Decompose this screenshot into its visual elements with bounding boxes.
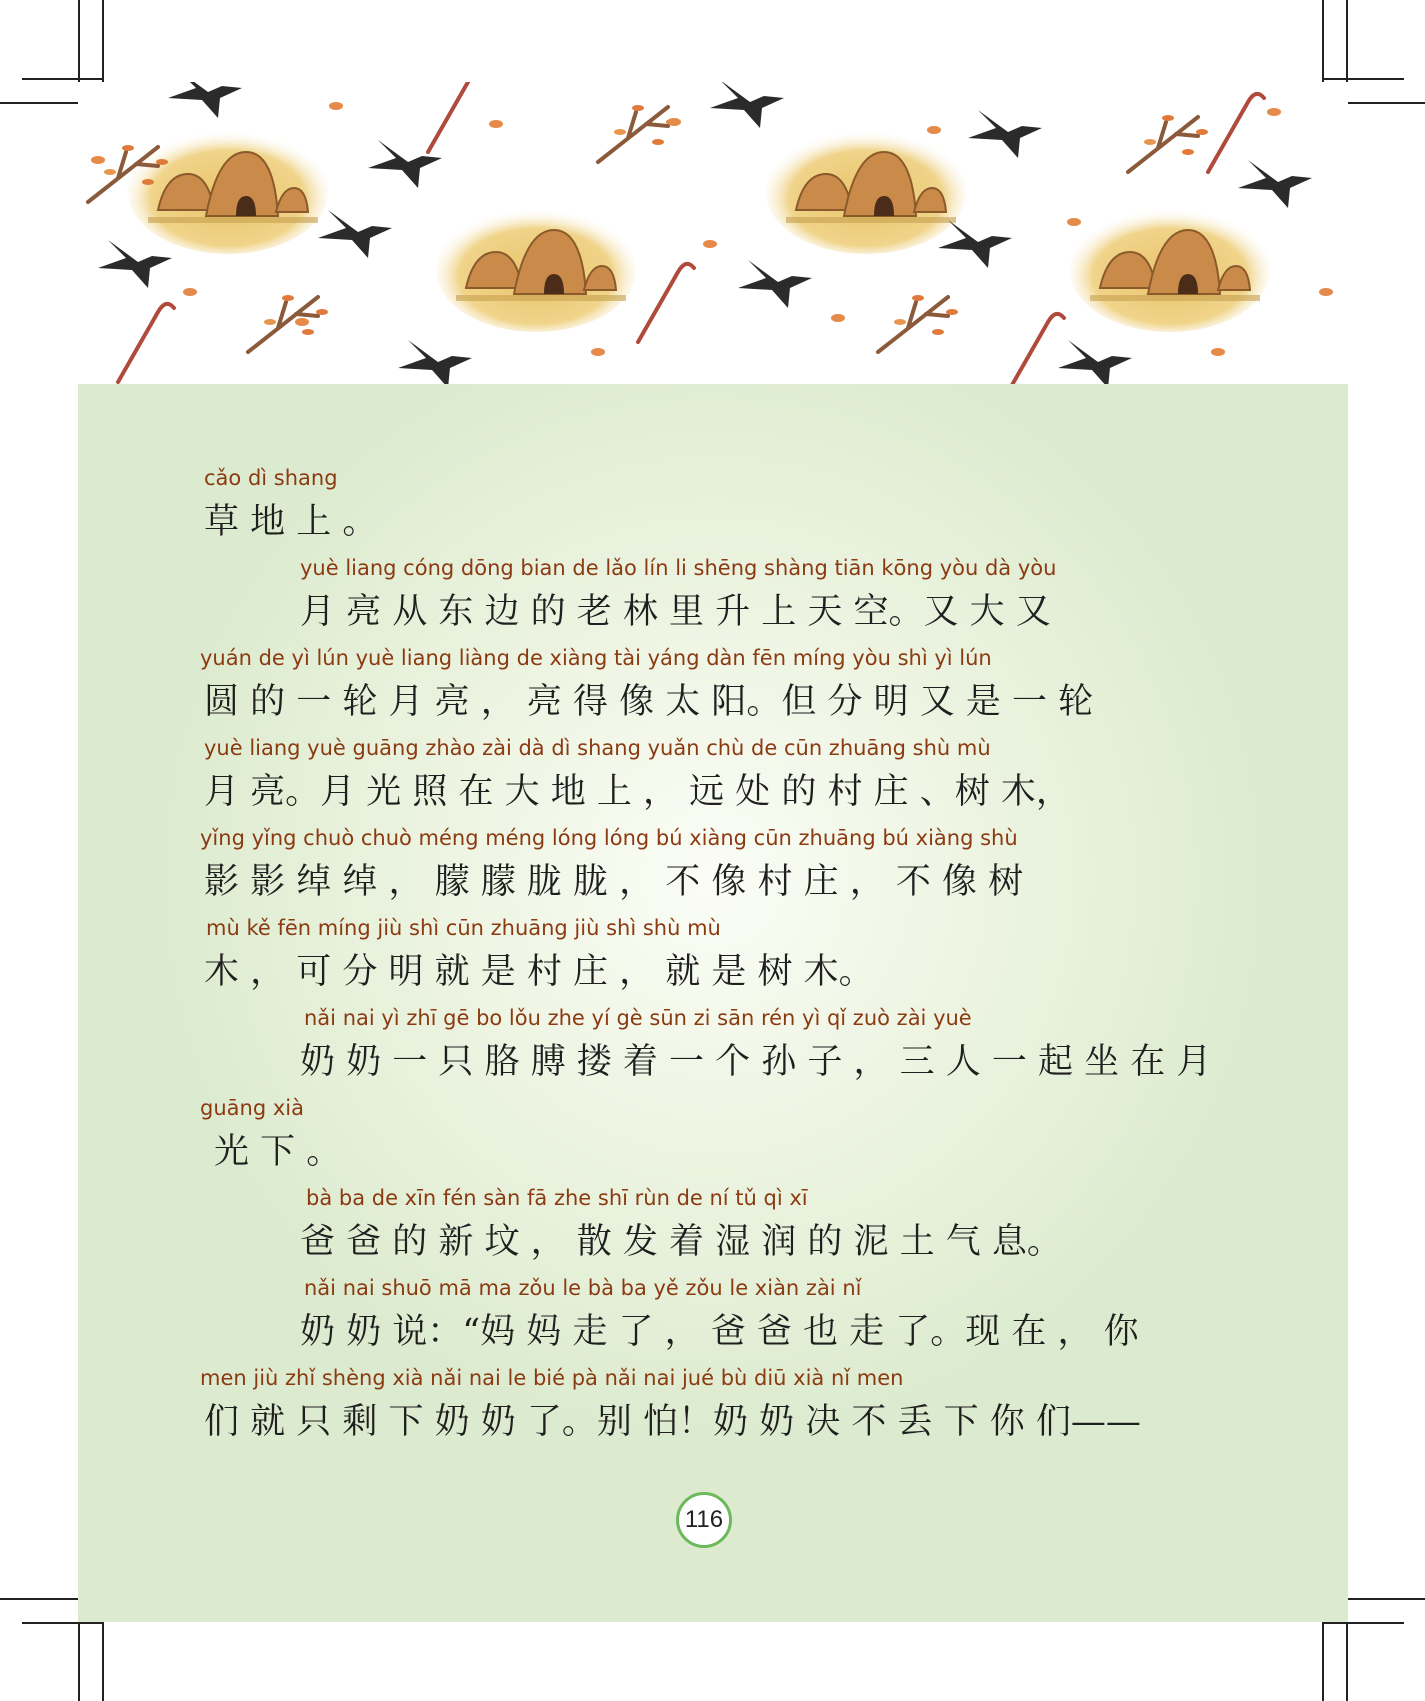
crow-icon <box>168 82 242 118</box>
pinyin-line: bà ba de xīn fén sàn fā zhe shī rùn de ní tǔ qì xī <box>306 1186 808 1210</box>
hanzi-line: 圆 的 一 轮 月 亮 ， 亮 得 像 太 阳。但 分 明 又 是 一 轮 <box>204 682 1094 722</box>
crow-icon <box>98 240 172 288</box>
crop-mark <box>1322 78 1404 80</box>
crow-icon <box>1058 340 1132 384</box>
crow-icon <box>968 110 1042 158</box>
hanzi-line: 月 亮 从 东 边 的 老 林 里 升 上 天 空。又 大 又 <box>300 592 1051 632</box>
crop-mark <box>1346 0 1348 82</box>
hanzi-line: 木 ， 可 分 明 就 是 村 庄 ， 就 是 树 木。 <box>204 952 874 992</box>
page-number: 116 <box>676 1492 732 1548</box>
branch-icon <box>248 295 328 352</box>
crow-icon <box>938 220 1012 268</box>
hanzi-line: 影 影 绰 绰 ， 朦 朦 胧 胧 ， 不 像 村 庄 ， 不 像 树 <box>204 862 1024 902</box>
text-panel <box>78 384 1348 1622</box>
crow-icon <box>1238 160 1312 208</box>
crow-icon <box>738 260 812 308</box>
crop-mark <box>1322 1622 1404 1624</box>
pinyin-line: men jiù zhǐ shèng xià nǎi nai le bié pà nǎi nai jué bù diū xià nǐ men <box>200 1366 904 1390</box>
crow-icon <box>398 340 472 384</box>
decorative-banner <box>78 82 1348 384</box>
walking-cane-icon <box>638 264 694 342</box>
branch-icon <box>878 295 958 352</box>
crop-mark <box>1346 1622 1348 1701</box>
branch-icon <box>1128 115 1208 172</box>
pinyin-line: yuè liang yuè guāng zhào zài dà dì shang yuǎn chù de cūn zhuāng shù mù <box>204 736 991 760</box>
pinyin-line: yuè liang cóng dōng bian de lǎo lín li shēng shàng tiān kōng yòu dà yòu <box>300 556 1057 580</box>
pinyin-line: yǐng yǐng chuò chuò méng méng lóng lóng bú xiàng cūn zhuāng bú xiàng shù <box>200 826 1018 850</box>
walking-cane-icon <box>428 82 484 152</box>
hanzi-line: 月 亮。月 光 照 在 大 地 上 ， 远 处 的 村 庄 、树 木， <box>204 772 1071 812</box>
walking-cane-icon <box>118 304 174 382</box>
banner-illustration <box>78 82 1348 384</box>
walking-cane-icon <box>1008 314 1064 384</box>
crow-icon <box>710 82 784 128</box>
crop-mark <box>22 78 104 80</box>
walking-cane-icon <box>1208 94 1264 172</box>
hanzi-line: 光 下 。 <box>214 1132 342 1172</box>
hanzi-line: 奶 奶 说：“妈 妈 走 了 ， 爸 爸 也 走 了。现 在 ， 你 <box>300 1312 1139 1352</box>
hanzi-line: 奶 奶 一 只 胳 膊 搂 着 一 个 孙 子 ， 三 人 一 起 坐 在 月 <box>300 1042 1212 1082</box>
hanzi-line: 草 地 上 。 <box>204 502 378 542</box>
haystack-icon <box>436 208 636 332</box>
pinyin-line: nǎi nai shuō mā ma zǒu le bà ba yě zǒu le xiàn zài nǐ <box>304 1276 862 1300</box>
crop-mark <box>78 1622 80 1701</box>
pinyin-line: guāng xià <box>200 1096 304 1120</box>
branch-icon <box>598 105 678 162</box>
hanzi-line: 爸 爸 的 新 坟 ， 散 发 着 湿 润 的 泥 土 气 息。 <box>300 1222 1062 1262</box>
crop-mark <box>22 1622 104 1624</box>
pinyin-line: nǎi nai yì zhī gē bo lǒu zhe yí gè sūn zi sān rén yì qǐ zuò zài yuè <box>304 1006 972 1030</box>
haystack-icon <box>1070 208 1270 332</box>
crow-icon <box>318 210 392 258</box>
haystack-icon <box>766 130 966 254</box>
hanzi-line: 们 就 只 剩 下 奶 奶 了。别 怕！奶 奶 决 不 丢 下 你 们—— <box>204 1402 1141 1442</box>
pinyin-line: yuán de yì lún yuè liang liàng de xiàng tài yáng dàn fēn míng yòu shì yì lún <box>200 646 992 670</box>
pinyin-line: mù kě fēn míng jiù shì cūn zhuāng jiù shì shù mù <box>206 916 721 940</box>
crop-mark <box>78 0 80 82</box>
pinyin-line: cǎo dì shang <box>204 466 338 490</box>
